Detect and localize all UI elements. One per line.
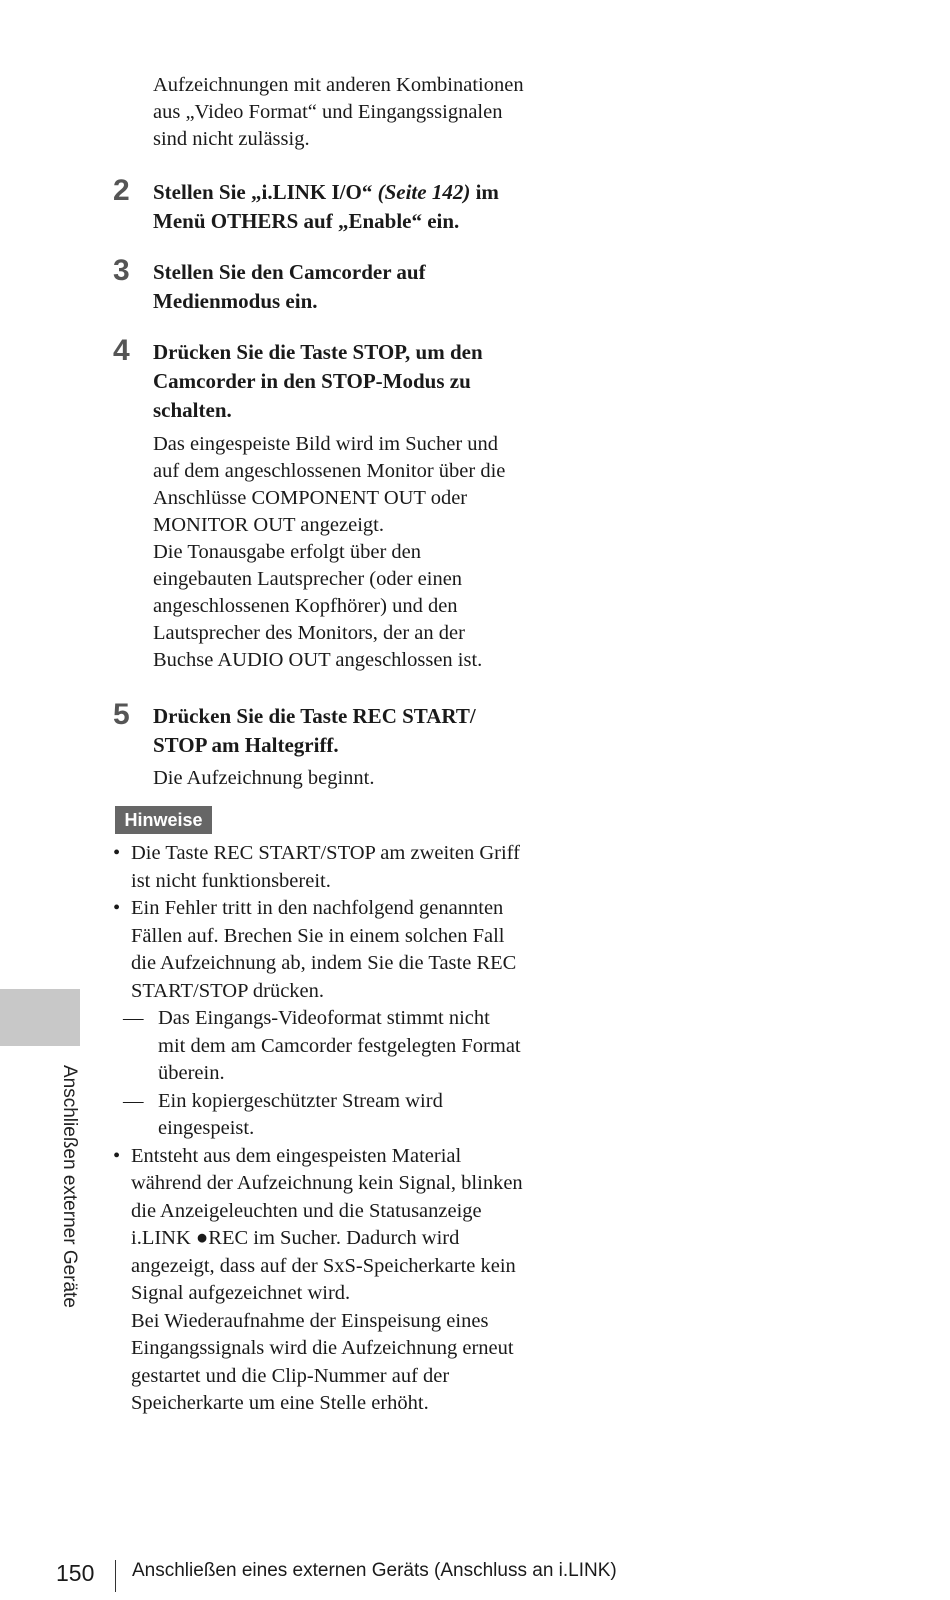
step-title-text: schalten. [153, 398, 232, 422]
step-title-text: Stellen Sie „i.LINK I/O“ [153, 180, 378, 204]
step-title-text: im [470, 180, 499, 204]
step-5-body [153, 765, 548, 792]
note-line: i.LINK ●REC im Sucher. Dadurch wird [131, 1227, 460, 1249]
step-title [153, 258, 553, 316]
body-line: auf dem angeschlossenen Monitor über die [153, 460, 506, 482]
step-title-text: Stellen Sie den Camcorder auf [153, 260, 426, 284]
note-line: die Aufzeichnung ab, indem Sie die Taste REC [131, 952, 517, 974]
page-number: 150 [56, 1560, 95, 1586]
step-number: 3 [113, 254, 130, 287]
intro-line: aus „Video Format“ und Eingangssignalen [153, 101, 503, 123]
note-item [113, 840, 553, 895]
dash: — [123, 1007, 144, 1029]
bullet: • [113, 897, 121, 919]
step-number: 5 [113, 698, 130, 731]
body-line: Die Tonausgabe erfolgt über den [153, 541, 422, 563]
note-line: Ein Fehler tritt in den nachfolgend genannten [131, 897, 504, 919]
body-line: Buchse AUDIO OUT angeschlossen ist. [153, 649, 483, 671]
note-line: die Anzeigeleuchten und die Statusanzeige [131, 1199, 482, 1222]
note-line: während der Aufzeichnung kein Signal, blinken [131, 1172, 523, 1194]
step-title [153, 178, 553, 236]
note-line: eingespeist. [158, 1117, 255, 1139]
step-title-text: Drücken Sie die Taste STOP, um den [153, 340, 483, 364]
note-line: Das Eingangs-Videoformat stimmt nicht [158, 1007, 490, 1029]
notes-heading: Hinweise [115, 806, 212, 834]
sub-note-item [113, 1088, 553, 1143]
footer-section-title: Anschließen eines externen Geräts (Anschluss an i.LINK) [132, 1560, 617, 1581]
dash: — [123, 1089, 144, 1112]
note-line: angezeigt, dass auf der SxS-Speicherkarte kein [131, 1254, 516, 1277]
body-line: Das eingespeiste Bild wird im Sucher und [153, 433, 499, 455]
intro-line: sind nicht zulässig. [153, 128, 310, 150]
notes-list [113, 840, 553, 1418]
note-line: gestartet und die Clip-Nummer auf der [131, 1364, 450, 1387]
sub-note-item [113, 1005, 553, 1088]
intro-paragraph [153, 72, 548, 153]
note-line: ist nicht funktionsbereit. [131, 869, 331, 892]
note-line: Die Taste REC START/STOP am zweiten Griff [131, 842, 520, 864]
note-line: Bei Wiederaufnahme der Einspeisung eines [131, 1309, 489, 1332]
page-reference-link[interactable]: (Seite 142) [377, 180, 471, 204]
step-title-text: Menü OTHERS auf „Enable“ ein. [153, 209, 460, 233]
step-title-text: STOP am Haltegriff. [153, 733, 339, 757]
note-line: überein. [158, 1062, 225, 1084]
chapter-side-label: Anschließen externer Geräte [59, 1065, 80, 1308]
step-number: 4 [113, 334, 130, 367]
note-line: Eingangssignals wird die Aufzeichnung erneut [131, 1337, 514, 1359]
footer-divider [115, 1560, 116, 1592]
note-line: START/STOP drücken. [131, 979, 325, 1002]
note-line: Ein kopiergeschützter Stream wird [158, 1089, 443, 1112]
note-line: Signal aufgezeichnet wird. [131, 1282, 351, 1304]
note-line: Fällen auf. Brechen Sie in einem solchen Fall [131, 924, 505, 947]
note-line: Entsteht aus dem eingespeisten Material [131, 1144, 462, 1167]
body-line: Die Aufzeichnung beginnt. [153, 767, 375, 789]
note-item [113, 1143, 553, 1418]
step-title [153, 338, 553, 425]
body-line: MONITOR OUT angezeigt. [153, 514, 384, 536]
note-line: mit dem am Camcorder festgelegten Format [158, 1034, 521, 1057]
step-title-text: Drücken Sie die Taste REC START/ [153, 704, 476, 728]
intro-line: Aufzeichnungen mit anderen Kombinationen [153, 74, 524, 96]
step-title-text: Camcorder in den STOP-Modus zu [153, 369, 471, 393]
bullet: • [113, 842, 121, 864]
step-number: 2 [113, 174, 130, 207]
note-item [113, 895, 553, 1005]
step-title [153, 702, 553, 760]
bullet: • [113, 1144, 121, 1167]
step-title-text: Medienmodus ein. [153, 289, 318, 313]
body-line: eingebauten Lautsprecher (oder einen [153, 568, 463, 590]
note-line: Speicherkarte um eine Stelle erhöht. [131, 1392, 429, 1414]
body-line: Lautsprecher des Monitors, der an der [153, 622, 465, 644]
step-4-body [153, 431, 548, 674]
chapter-tab-marker [0, 989, 80, 1046]
body-line: angeschlossenen Kopfhörer) und den [153, 595, 458, 617]
body-line: Anschlüsse COMPONENT OUT oder [153, 487, 468, 509]
